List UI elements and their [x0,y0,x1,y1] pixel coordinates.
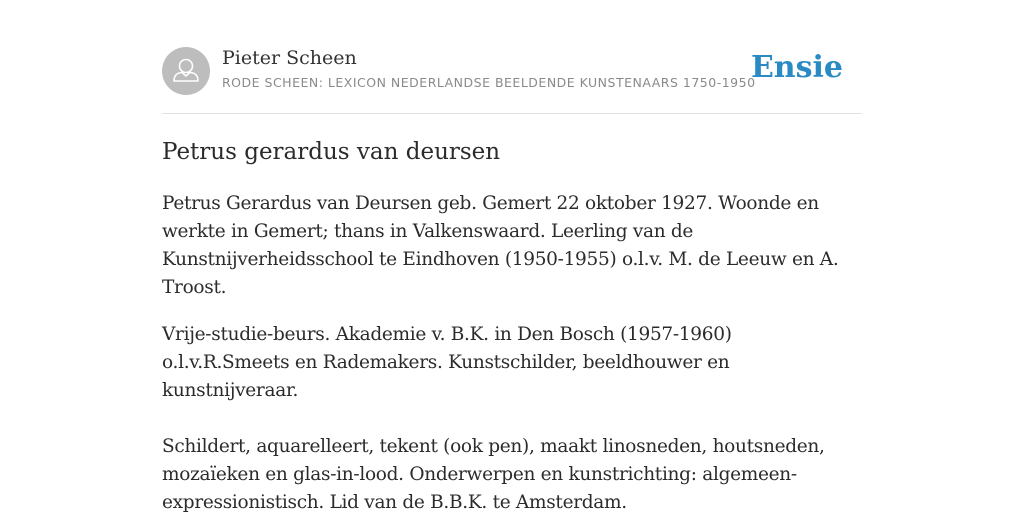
ensie-logo[interactable]: Ensie [750,50,843,85]
article-body [162,190,862,517]
source-label[interactable]: RODE SCHEEN: LEXICON NEDERLANDSE BEELDENDE KUNSTENAARS 1750-1950 [222,75,756,90]
article-title: Petrus gerardus van deursen [162,139,501,165]
paragraph: Vrije-studie-beurs. Akademie v. B.K. in Den Bosch (1957-1960) o.l.v.R.Smeets en Rademakers. Kunstschilder, beeldhouwer en kunstnijveraar. [162,324,732,401]
article-header [162,40,862,114]
paragraph: Petrus Gerardus van Deursen geb. Gemert 22 oktober 1927. Woonde en werkte in Gemert; thans in Valkenswaard. Leerling van de Kunstnijverheidsschool te Eindhoven (1950-1955) o.l.v. M. de Leeuw en A. Troost. [162,193,839,298]
article-card [162,40,862,513]
avatar-silhouette [162,47,210,95]
paragraph: Schildert, aquarelleert, tekent (ook pen), maakt linosneden, houtsneden, mozaïeken en glas-in-lood. Onderwerpen en kunstrichting: algemeen-expressionistisch. Lid van de B.B.K. te Amsterdam. [162,436,825,513]
author-name[interactable]: Pieter Scheen [222,47,357,69]
user-avatar-icon[interactable] [162,47,210,95]
